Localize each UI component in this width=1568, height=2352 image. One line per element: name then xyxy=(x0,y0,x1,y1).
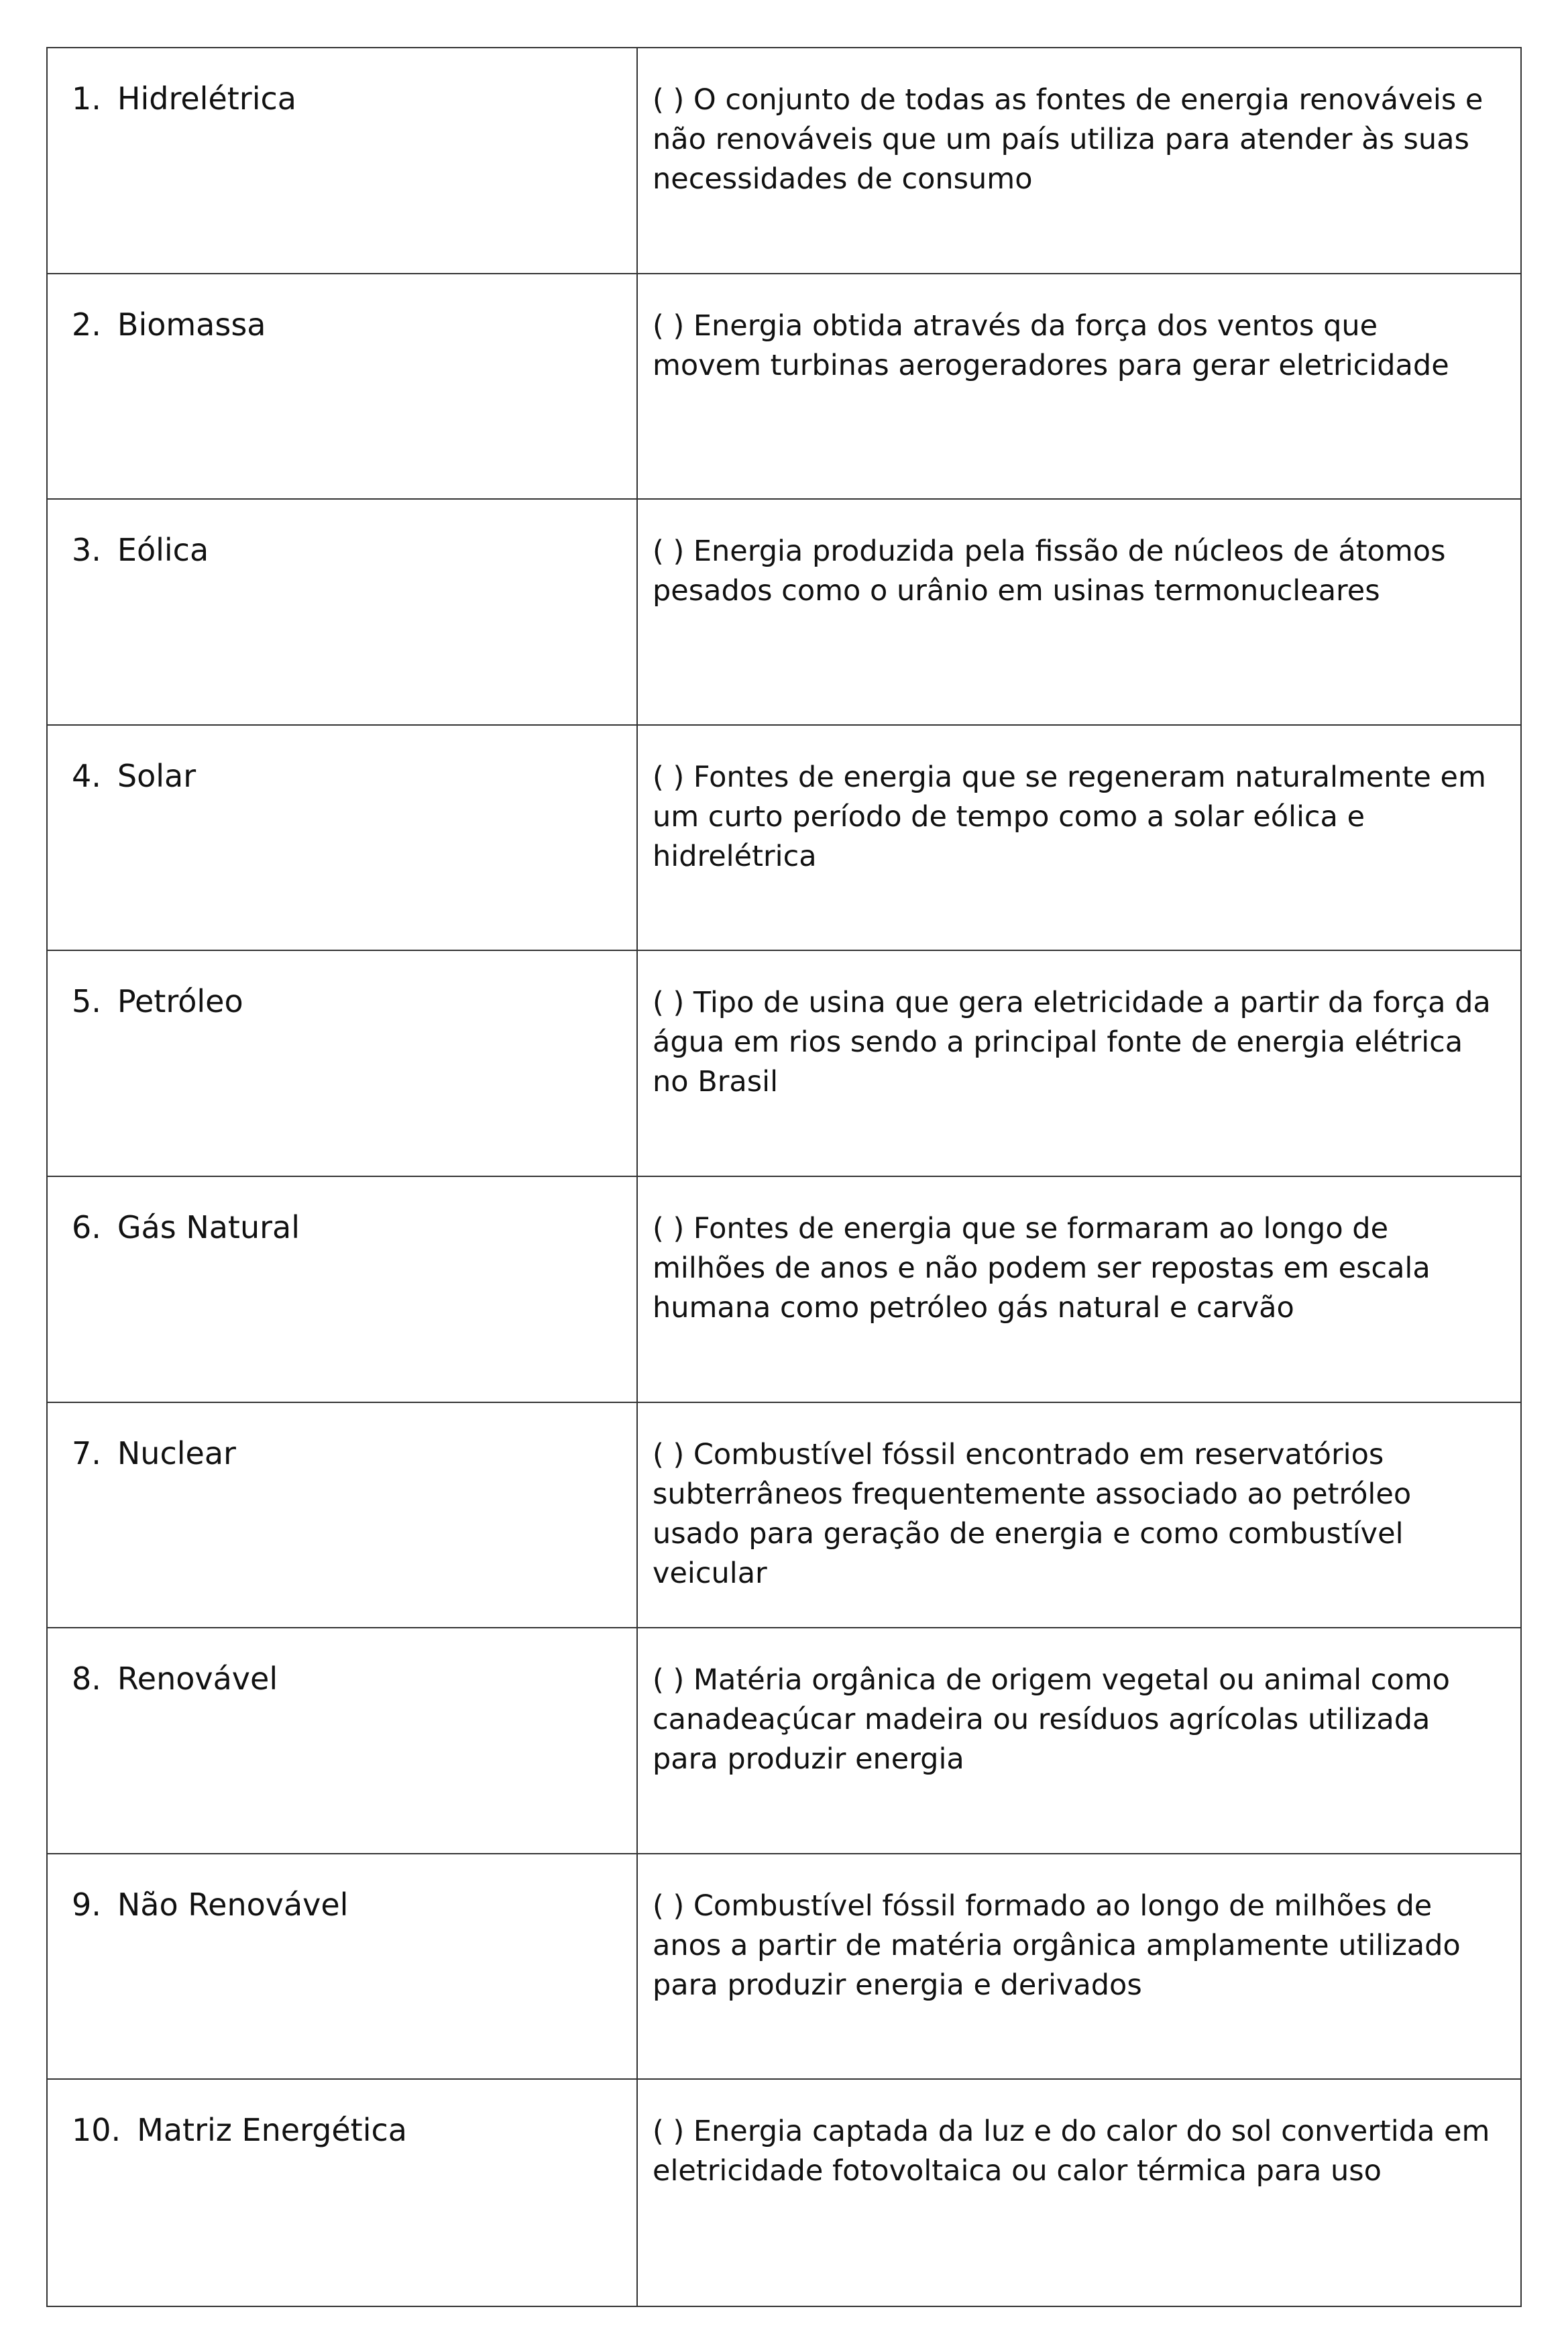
term-number: 1. xyxy=(72,80,101,117)
definition-cell: ( ) Matéria orgânica de origem vegetal ou animal como canadeaçúcar madeira ou resíduos agrícolas utilizada para produzir energia xyxy=(638,1628,1520,1854)
term-cell xyxy=(48,274,638,500)
term-label: Eólica xyxy=(117,532,209,569)
term-label: Não Renovável xyxy=(117,1886,349,1923)
term-number: 6. xyxy=(72,1209,101,1245)
term-label: Matriz Energética xyxy=(137,2112,407,2149)
term-cell xyxy=(48,1177,638,1403)
term-label: Petróleo xyxy=(117,983,243,1020)
definition-cell: ( ) Energia obtida através da força dos ventos que movem turbinas aerogeradores para gerar eletricidade xyxy=(638,274,1520,500)
term-label: Solar xyxy=(117,757,197,794)
term-label: Renovável xyxy=(117,1661,278,1697)
term-cell xyxy=(48,726,638,952)
term-cell xyxy=(48,500,638,726)
term-cell xyxy=(48,951,638,1177)
definition-cell: ( ) Combustível fóssil formado ao longo de milhões de anos a partir de matéria orgânica amplamente utilizado para produzir energia e derivados xyxy=(638,1854,1520,2080)
term-number: 7. xyxy=(72,1435,101,1471)
term-label: Gás Natural xyxy=(117,1209,300,1245)
term-number: 2. xyxy=(72,306,101,343)
term-number: 8. xyxy=(72,1661,101,1697)
term-cell xyxy=(48,48,638,274)
term-label: Hidrelétrica xyxy=(117,80,296,117)
term-cell xyxy=(48,1854,638,2080)
definition-cell: ( ) Energia captada da luz e do calor do sol convertida em eletricidade fotovoltaica ou calor térmica para uso xyxy=(653,2115,1490,2188)
definition-cell: ( ) Fontes de energia que se formaram ao longo de milhões de anos e não podem ser repostas em escala humana como petróleo gás natural e carvão xyxy=(638,1177,1520,1403)
term-number: 3. xyxy=(72,532,101,569)
definition-cell: ( ) Combustível fóssil encontrado em reservatórios subterrâneos frequentemente associado ao petróleo usado para geração de energia e como combustível veicular xyxy=(638,1403,1520,1629)
term-cell xyxy=(48,2080,638,2306)
matching-table xyxy=(46,47,1522,2307)
term-number: 10. xyxy=(72,2112,121,2149)
definition-cell: ( ) Tipo de usina que gera eletricidade a partir da força da água em rios sendo a principal fonte de energia elétrica no Brasil xyxy=(638,951,1520,1177)
term-label: Nuclear xyxy=(117,1435,236,1471)
definition-cell: ( ) O conjunto de todas as fontes de energia renováveis e não renováveis que um país utiliza para atender às suas necessidades de consumo xyxy=(638,48,1520,274)
definition-cell: ( ) Energia produzida pela fissão de núcleos de átomos pesados como o urânio em usinas termonucleares xyxy=(638,500,1520,726)
term-label: Biomassa xyxy=(117,306,266,343)
term-number: 9. xyxy=(72,1886,101,1923)
term-cell xyxy=(48,1403,638,1629)
term-cell xyxy=(48,1628,638,1854)
term-number: 4. xyxy=(72,757,101,794)
term-number: 5. xyxy=(72,983,101,1020)
definition-cell: ( ) Fontes de energia que se regeneram naturalmente em um curto período de tempo como a solar eólica e hidrelétrica xyxy=(638,726,1520,952)
